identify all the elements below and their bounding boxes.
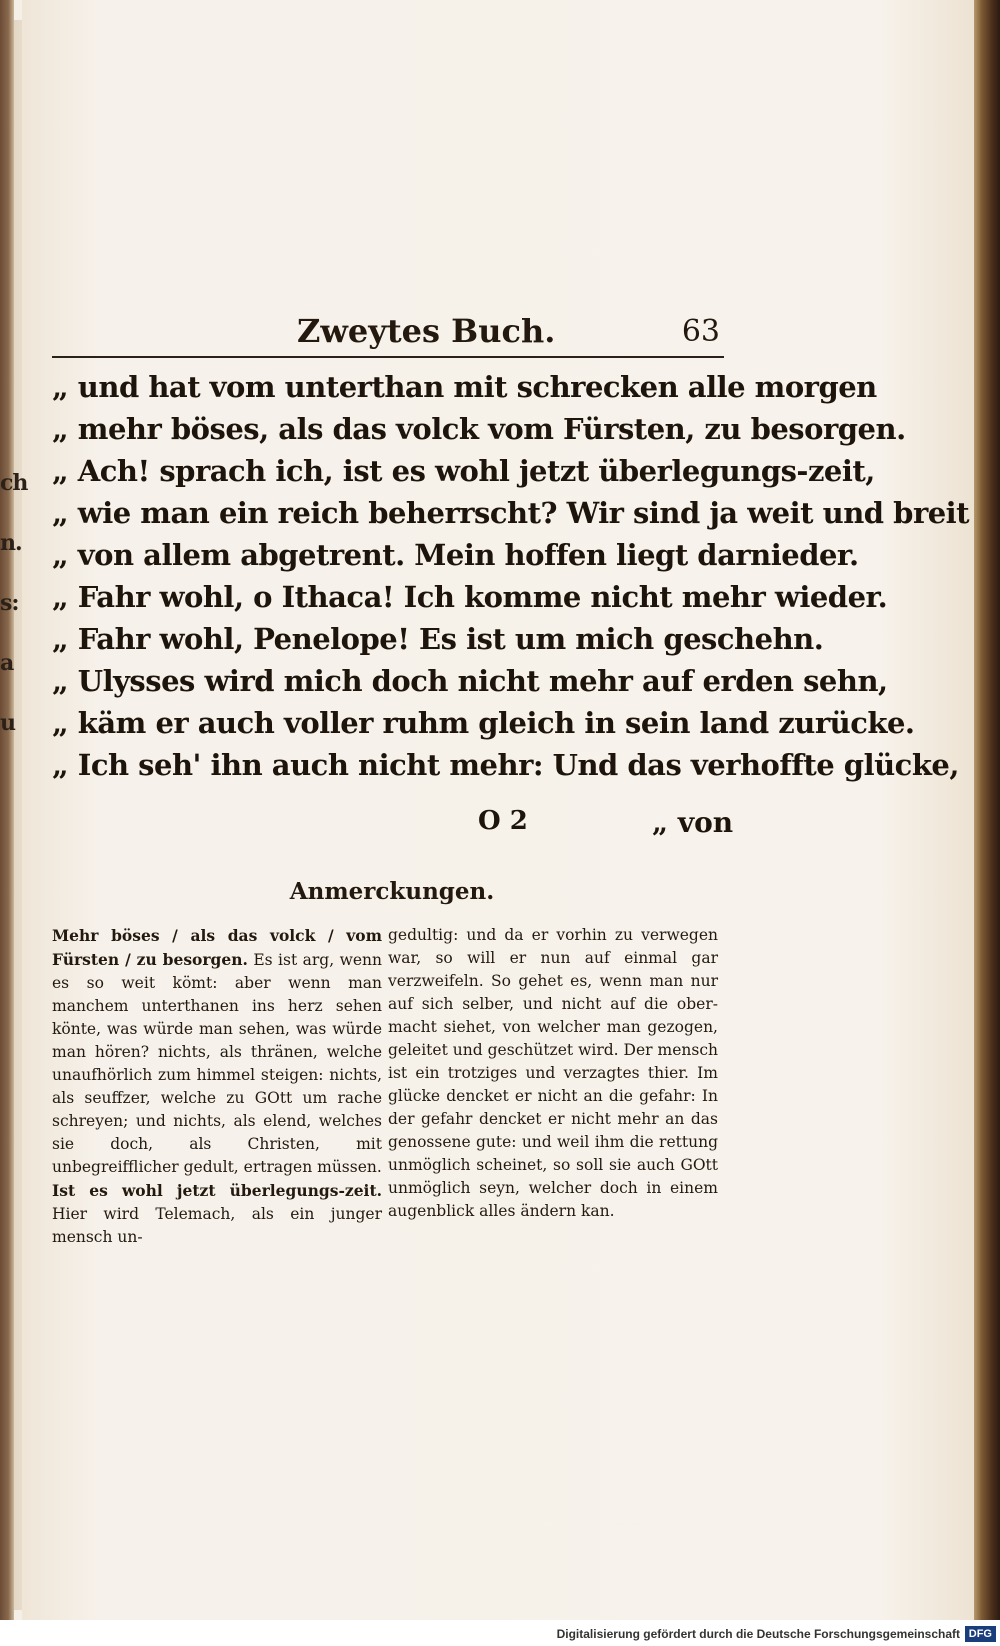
verse-line: „ Fahr wohl, Penelope! Es ist um mich geschehn. (52, 622, 824, 656)
facing-page-fragments (0, 470, 40, 770)
verse-line: „ und hat vom unterthan mit schrecken alle morgen (52, 370, 877, 404)
funding-credit: Digitalisierung gefördert durch die Deutsche Forschungsgemeinschaft (556, 1627, 960, 1641)
verse-line: „ mehr böses, als das volck vom Fürsten, zu besorgen. (52, 412, 906, 446)
fragment: a (0, 650, 14, 676)
note-paragraph (52, 924, 382, 1179)
notes-heading: Anmerckungen. (289, 878, 495, 905)
verse-line: „ käm er auch voller ruhm gleich in sein land zurücke. (52, 706, 915, 740)
page-header (52, 310, 724, 358)
book-edge-right (974, 0, 1000, 1646)
signature-mark: O 2 (478, 806, 528, 836)
fragment: n. (0, 530, 22, 556)
fragment: u (0, 710, 15, 736)
note-lemma: Mehr böses / als das volck / vom Fürsten / zu besorgen. (52, 926, 382, 969)
dfg-logo: DFG (965, 1626, 996, 1642)
verse-line: „ Ulysses wird mich doch nicht mehr auf erden sehn, (52, 664, 888, 698)
running-title: Zweytes Buch. (297, 312, 556, 350)
catchword: „ von (652, 806, 734, 839)
verse-line: „ von allem abgetrent. Mein hoffen liegt darnieder. (52, 538, 859, 572)
verse-block (52, 366, 970, 786)
note-text: Es ist arg, wenn es so weit kömt: aber wenn man manchem unterthanen ins herz sehen könte, was würde man sehen, was würde man hören? nichts, als thränen, welche unaufhörlich zum himmel steigen: nichts, als seuffzer, welche zu GOtt um rache schreyen; und nichts, als elend, welches sie doch, als Christen, mit unbegreifflicher gedult, ertragen müssen. (52, 951, 382, 1176)
note-paragraph (52, 1179, 382, 1249)
verse-line: „ Ich seh' ihn auch nicht mehr: Und das verhoffte glücke, (52, 748, 959, 782)
fragment: ch (0, 470, 28, 496)
verse-line: „ wie man ein reich beherrscht? Wir sind ja weit und breit (52, 496, 970, 530)
fragment: s: (0, 590, 19, 616)
note-lemma: Ist es wohl jetzt überlegungs-zeit. (52, 1181, 382, 1200)
page-number: 63 (681, 314, 720, 349)
notes-column-right (388, 924, 718, 1223)
note-text: gedultig: und da er vorhin zu verwegen war, so will er nun auf einmal gar verzweifeln. So gehet es, wenn man nur auf sich selber, und nicht auf die ober-macht siehet, von welcher man gezogen, geleitet und geschützet wird. Der mensch ist ein trotziges und verzagtes thier. Im glücke dencket er nicht an die gefahr: In der gefahr dencket er nicht mehr an das genossene gute: und weil ihm die rettung unmöglich scheinet, so soll sie auch GOtt unmöglich seyn, welcher doch in einem augenblick alles ändern kan. (388, 926, 718, 1220)
verse-line: „ Fahr wohl, o Ithaca! Ich komme nicht mehr wieder. (52, 580, 888, 614)
book-spine-edge-left (0, 0, 14, 1646)
note-text: Hier wird Telemach, als ein junger mensch un- (52, 1205, 382, 1246)
notes-column-left (52, 924, 382, 1249)
footer-bar (0, 1620, 1000, 1646)
verse-line: „ Ach! sprach ich, ist es wohl jetzt überlegungs-zeit, (52, 454, 875, 488)
